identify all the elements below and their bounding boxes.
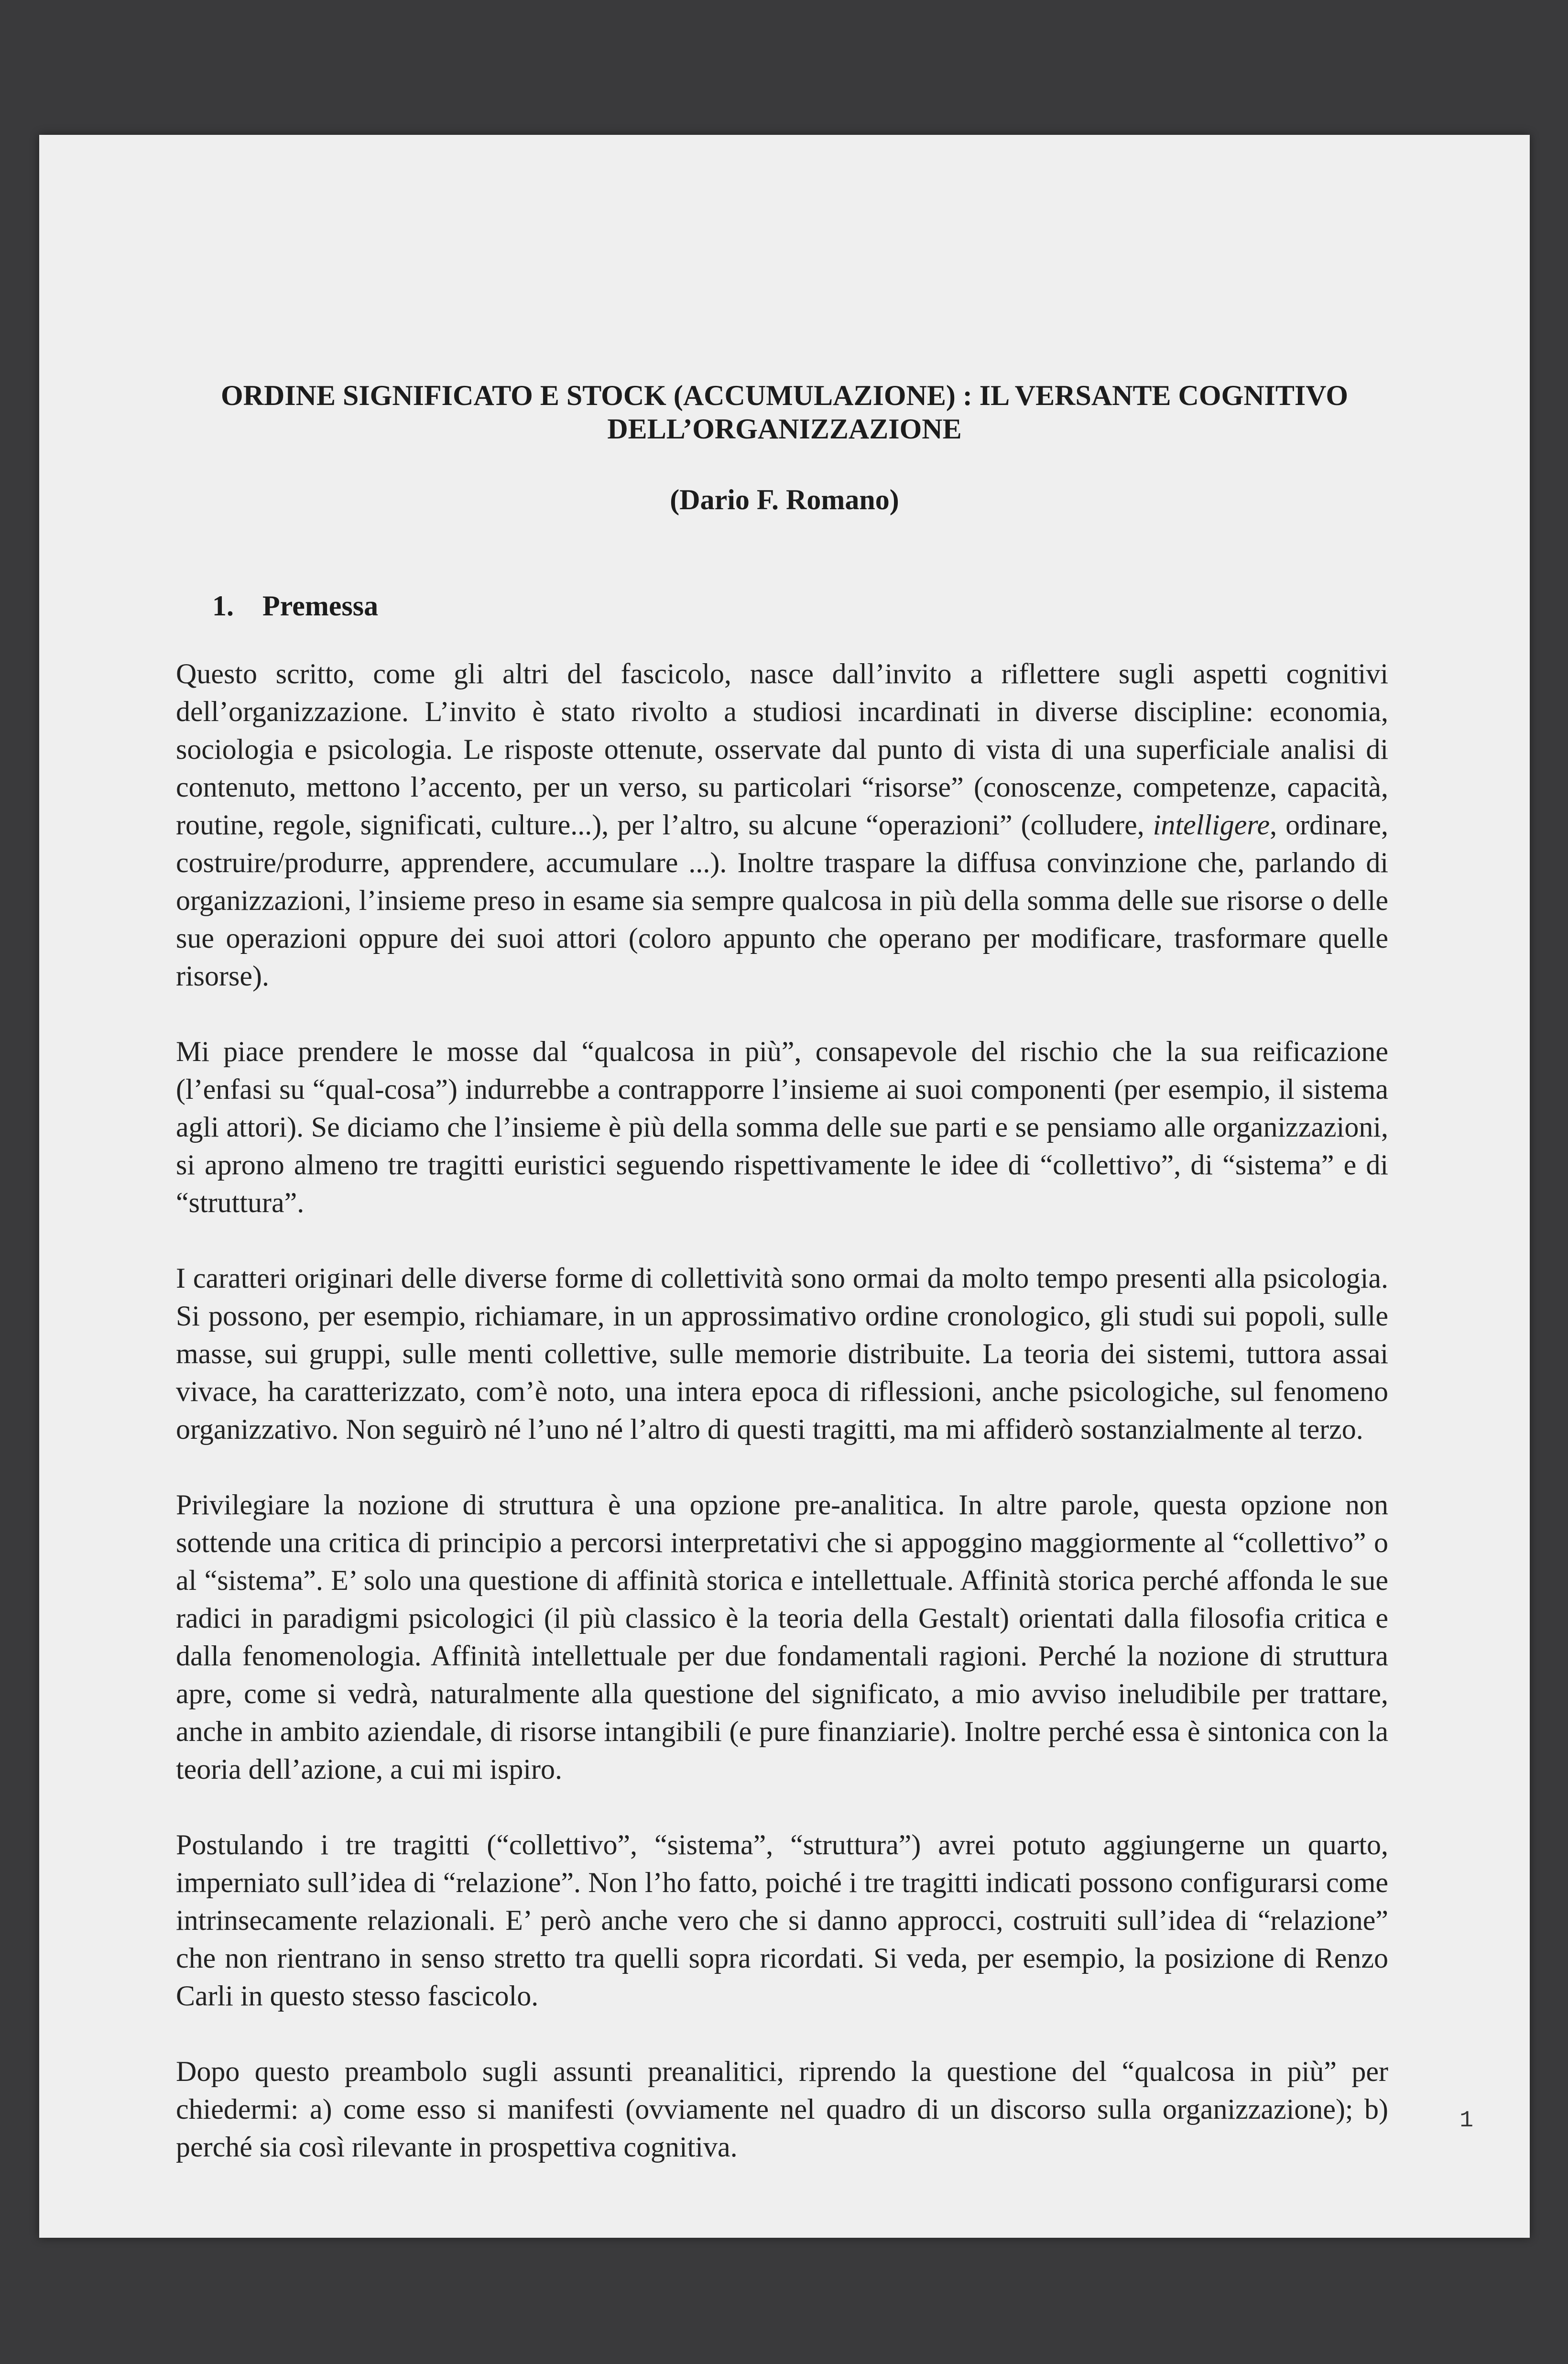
paragraph-6: Dopo questo preambolo sugli assunti preanalitici, riprendo la questione del “qualcosa in più” per chiedermi: a) come esso si manifesti (ovviamente nel quadro di un discorso sulla organizzazione); b) perché sia così rilevante in prospettiva cognitiva. xyxy=(176,2056,1388,2163)
italic-term: intelligere xyxy=(1153,809,1270,841)
title-line-1: ORDINE SIGNIFICATO E STOCK (ACCUMULAZIONE) : IL VERSANTE COGNITIVO xyxy=(220,380,1349,411)
paragraph-4: Privilegiare la nozione di struttura è una opzione pre-analitica. In altre parole, questa opzione non sottende una critica di principio a percorsi interpretativi che si appoggino maggiormente al “collettivo” o al “sistema”. E’ solo una questione di affinità storica e intellettuale. Affinità storica perché affonda le sue radici in paradigmi psicologici (il più classico è la teoria della Gestalt) orientati dalla filosofia critica e dalla fenomenologia. Affinità intellettuale per due fondamentali ragioni. Perché la nozione di struttura apre, come si vedrà, naturalmente alla questione del significato, a mio avviso ineludibile per trattare, anche in ambito aziendale, di risorse intangibili (e pure finanziarie). Inoltre perché essa è sintonica con la teoria dell’azione, a cui mi ispiro. xyxy=(176,1489,1388,1785)
document-title xyxy=(135,379,1434,446)
author: (Dario F. Romano) xyxy=(670,484,899,515)
paragraph-5: Postulando i tre tragitti (“collettivo”, “sistema”, “struttura”) avrei potuto aggiungerne un quarto, imperniato sull’idea di “relazione”. Non l’ho fatto, poiché i tre tragitti indicati possono configurarsi come intrinsecamente relazionali. E’ però anche vero che si danno approcci, costruiti sull’idea di “relazione” che non rientrano in senso stretto tra quelli sopra ricordati. Si veda, per esempio, la posizione di Renzo Carli in questo stesso fascicolo. xyxy=(176,1829,1388,2012)
paragraph-2: Mi piace prendere le mosse dal “qualcosa in più”, consapevole del rischio che la sua reificazione (l’enfasi su “qual-cosa”) indurrebbe a contrapporre l’insieme ai suoi componenti (per esempio, il sistema agli attori). Se diciamo che l’insieme è più della somma delle sue parti e se pensiamo alle organizzazioni, si aprono almeno tre tragitti euristici seguendo rispettivamente le idee di “collettivo”, di “sistema” e di “struttura”. xyxy=(176,1036,1388,1218)
section-heading xyxy=(212,589,378,623)
page-number: 1 xyxy=(1459,2108,1473,2134)
paragraph-1: Questo scritto, come gli altri del fascicolo, nasce dall’invito a riflettere sugli aspetti cognitivi dell’organizzazione. L’invito è stato rivolto a studiosi incardinati in diverse discipline: economia, sociologia e psicologia. Le risposte ottenute, osservate dal punto di vista di una superficiale analisi di contenuto, mettono l’accento, per un verso, su particolari “risorse” (conoscenze, competenze, capacità, routine, regole, significati, culture...), per l’altro, su alcune “operazioni” (colludere, intelligere, ordinare, costruire/produrre, apprendere, accumulare ...). Inoltre traspare la diffusa convinzione che, parlando di organizzazioni, l’insieme preso in esame sia sempre qualcosa in più della somma delle sue risorse o delle sue operazioni oppure dei suoi attori (coloro appunto che operano per modificare, trasformare quelle risorse). xyxy=(176,658,1388,992)
paper-page xyxy=(39,135,1530,2238)
section-number: 1. xyxy=(212,590,234,622)
title-line-2: DELL’ORGANIZZAZIONE xyxy=(607,413,962,445)
section-title: Premessa xyxy=(262,590,379,622)
paragraph-3: I caratteri originari delle diverse forme di collettività sono ormai da molto tempo presenti alla psicologia. Si possono, per esempio, richiamare, in un approssimativo ordine cronologico, gli studi sui popoli, sulle masse, sui gruppi, sulle menti collettive, sulle memorie distribuite. La teoria dei sistemi, tuttora assai vivace, ha caratterizzato, com’è noto, una intera epoca di riflessioni, anche psicologiche, sul fenomeno organizzativo. Non seguirò né l’uno né l’altro di questi tragitti, ma mi affiderò sostanzialmente al terzo. xyxy=(176,1262,1388,1445)
body-text xyxy=(176,655,1388,2204)
